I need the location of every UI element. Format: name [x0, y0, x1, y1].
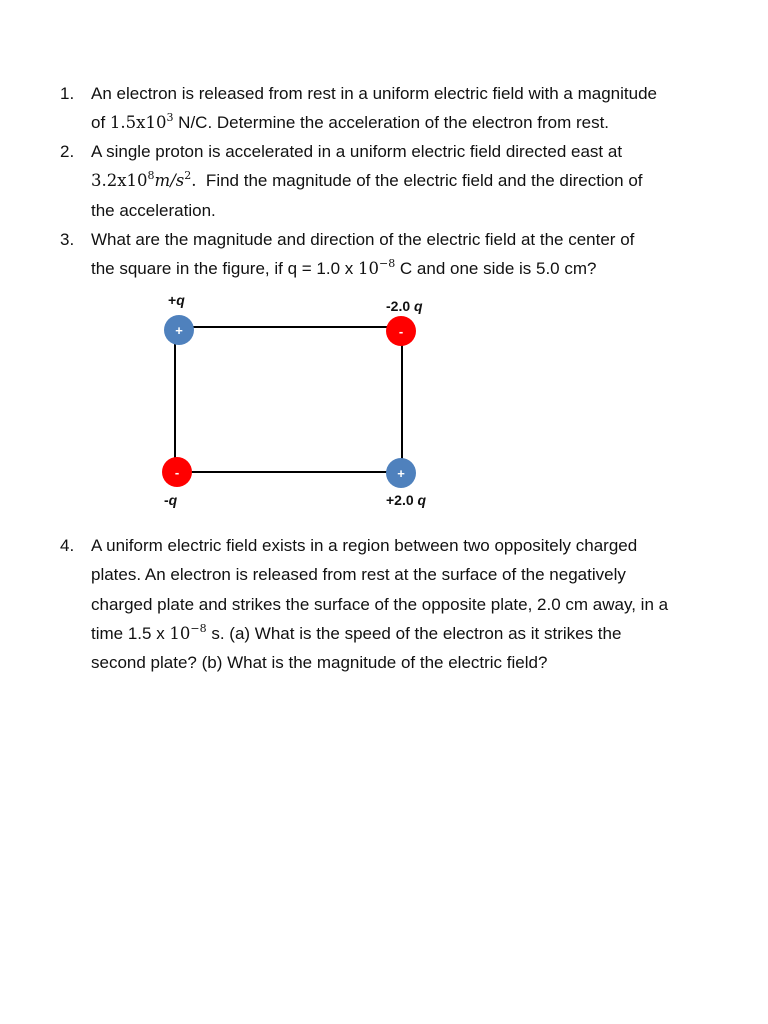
problem-4-line-4	[91, 619, 720, 648]
acceleration-unit: m/s	[154, 171, 185, 191]
charge-bottom-right: +	[386, 458, 416, 488]
charge-bottom-left: -	[162, 457, 192, 487]
problem-4-line-5: second plate? (b) What is the magnitude of the electric field?	[91, 653, 548, 673]
square-right-side	[401, 328, 403, 471]
problem-2-line-2	[91, 166, 720, 195]
problem-2-line-3: the acceleration.	[91, 200, 216, 220]
square-bottom-side	[180, 471, 402, 473]
charge-math	[358, 259, 395, 278]
problem-4	[60, 531, 720, 677]
acceleration-unit-exponent: 2	[184, 169, 192, 183]
problem-4-text	[91, 531, 720, 677]
problem-1	[60, 79, 720, 138]
charge-top-left: +	[164, 315, 194, 345]
problem-3-line-2-post: C and one side is 5.0 cm?	[395, 259, 597, 279]
problem-3-line-2-pre: the square in the figure, if q = 1.0 x	[91, 259, 358, 279]
problem-2-number: 2.	[60, 142, 75, 161]
field-magnitude-base: 1.5x10	[109, 113, 167, 133]
problem-4-line-4-pre: time 1.5 x	[91, 623, 170, 643]
charge-top-right: -	[386, 316, 416, 346]
problem-4-line-4-post: s. (a) What is the speed of the electron as it strikes the	[206, 623, 622, 643]
problem-2-text	[91, 137, 720, 225]
problem-2-line-2-post: Find the magnitude of the electric field and the direction of	[196, 171, 643, 191]
square-top-side	[180, 326, 402, 328]
problem-1-text	[91, 79, 720, 138]
acceleration-period: .	[191, 171, 197, 191]
square-left-side	[174, 328, 176, 471]
acceleration-base: 3.2x10	[91, 171, 148, 191]
problem-1-line-2-post: N/C. Determine the acceleration of the electron from rest.	[173, 113, 610, 133]
time-exponent: −8	[190, 621, 207, 635]
problem-1-line-2-pre: of	[91, 113, 110, 133]
charge-label-bottom-left: -q	[164, 492, 178, 508]
problem-3-line-1: What are the magnitude and direction of the electric field at the center of	[91, 230, 635, 249]
problem-1-number: 1.	[60, 84, 75, 103]
problem-4-line-1: A uniform electric field exists in a region between two oppositely charged	[91, 536, 638, 555]
problem-3-text	[91, 225, 720, 284]
acceleration-exponent: 8	[147, 169, 155, 183]
problem-3-line-2	[91, 254, 720, 283]
time-base: 10	[169, 623, 191, 643]
field-magnitude-exponent: 3	[166, 111, 174, 125]
problem-3	[60, 225, 720, 284]
problem-1-line-2	[91, 108, 720, 137]
problem-4-number: 4.	[60, 536, 75, 555]
problem-1-line-1: An electron is released from rest in a uniform electric field with a magnitude	[91, 84, 657, 103]
problem-4-line-2: plates. An electron is released from rest at the surface of the negatively	[91, 565, 626, 585]
acceleration-math	[91, 171, 196, 190]
problem-3-number: 3.	[60, 230, 75, 249]
charge-base: 10	[357, 259, 379, 279]
charge-label-top-right: -2.0 q	[386, 298, 423, 314]
field-magnitude-math	[110, 113, 174, 132]
time-math	[169, 621, 207, 643]
charge-label-bottom-right: +2.0 q	[386, 492, 427, 508]
charge-square-figure	[150, 288, 460, 518]
charge-exponent: −8	[378, 257, 396, 271]
problem-4-line-3: charged plate and strikes the surface of the opposite plate, 2.0 cm away, in a	[91, 594, 669, 614]
problem-2-line-1: A single proton is accelerated in a uniform electric field directed east at	[91, 142, 623, 161]
problem-2	[60, 137, 720, 225]
charge-label-top-left: +q	[168, 292, 185, 308]
